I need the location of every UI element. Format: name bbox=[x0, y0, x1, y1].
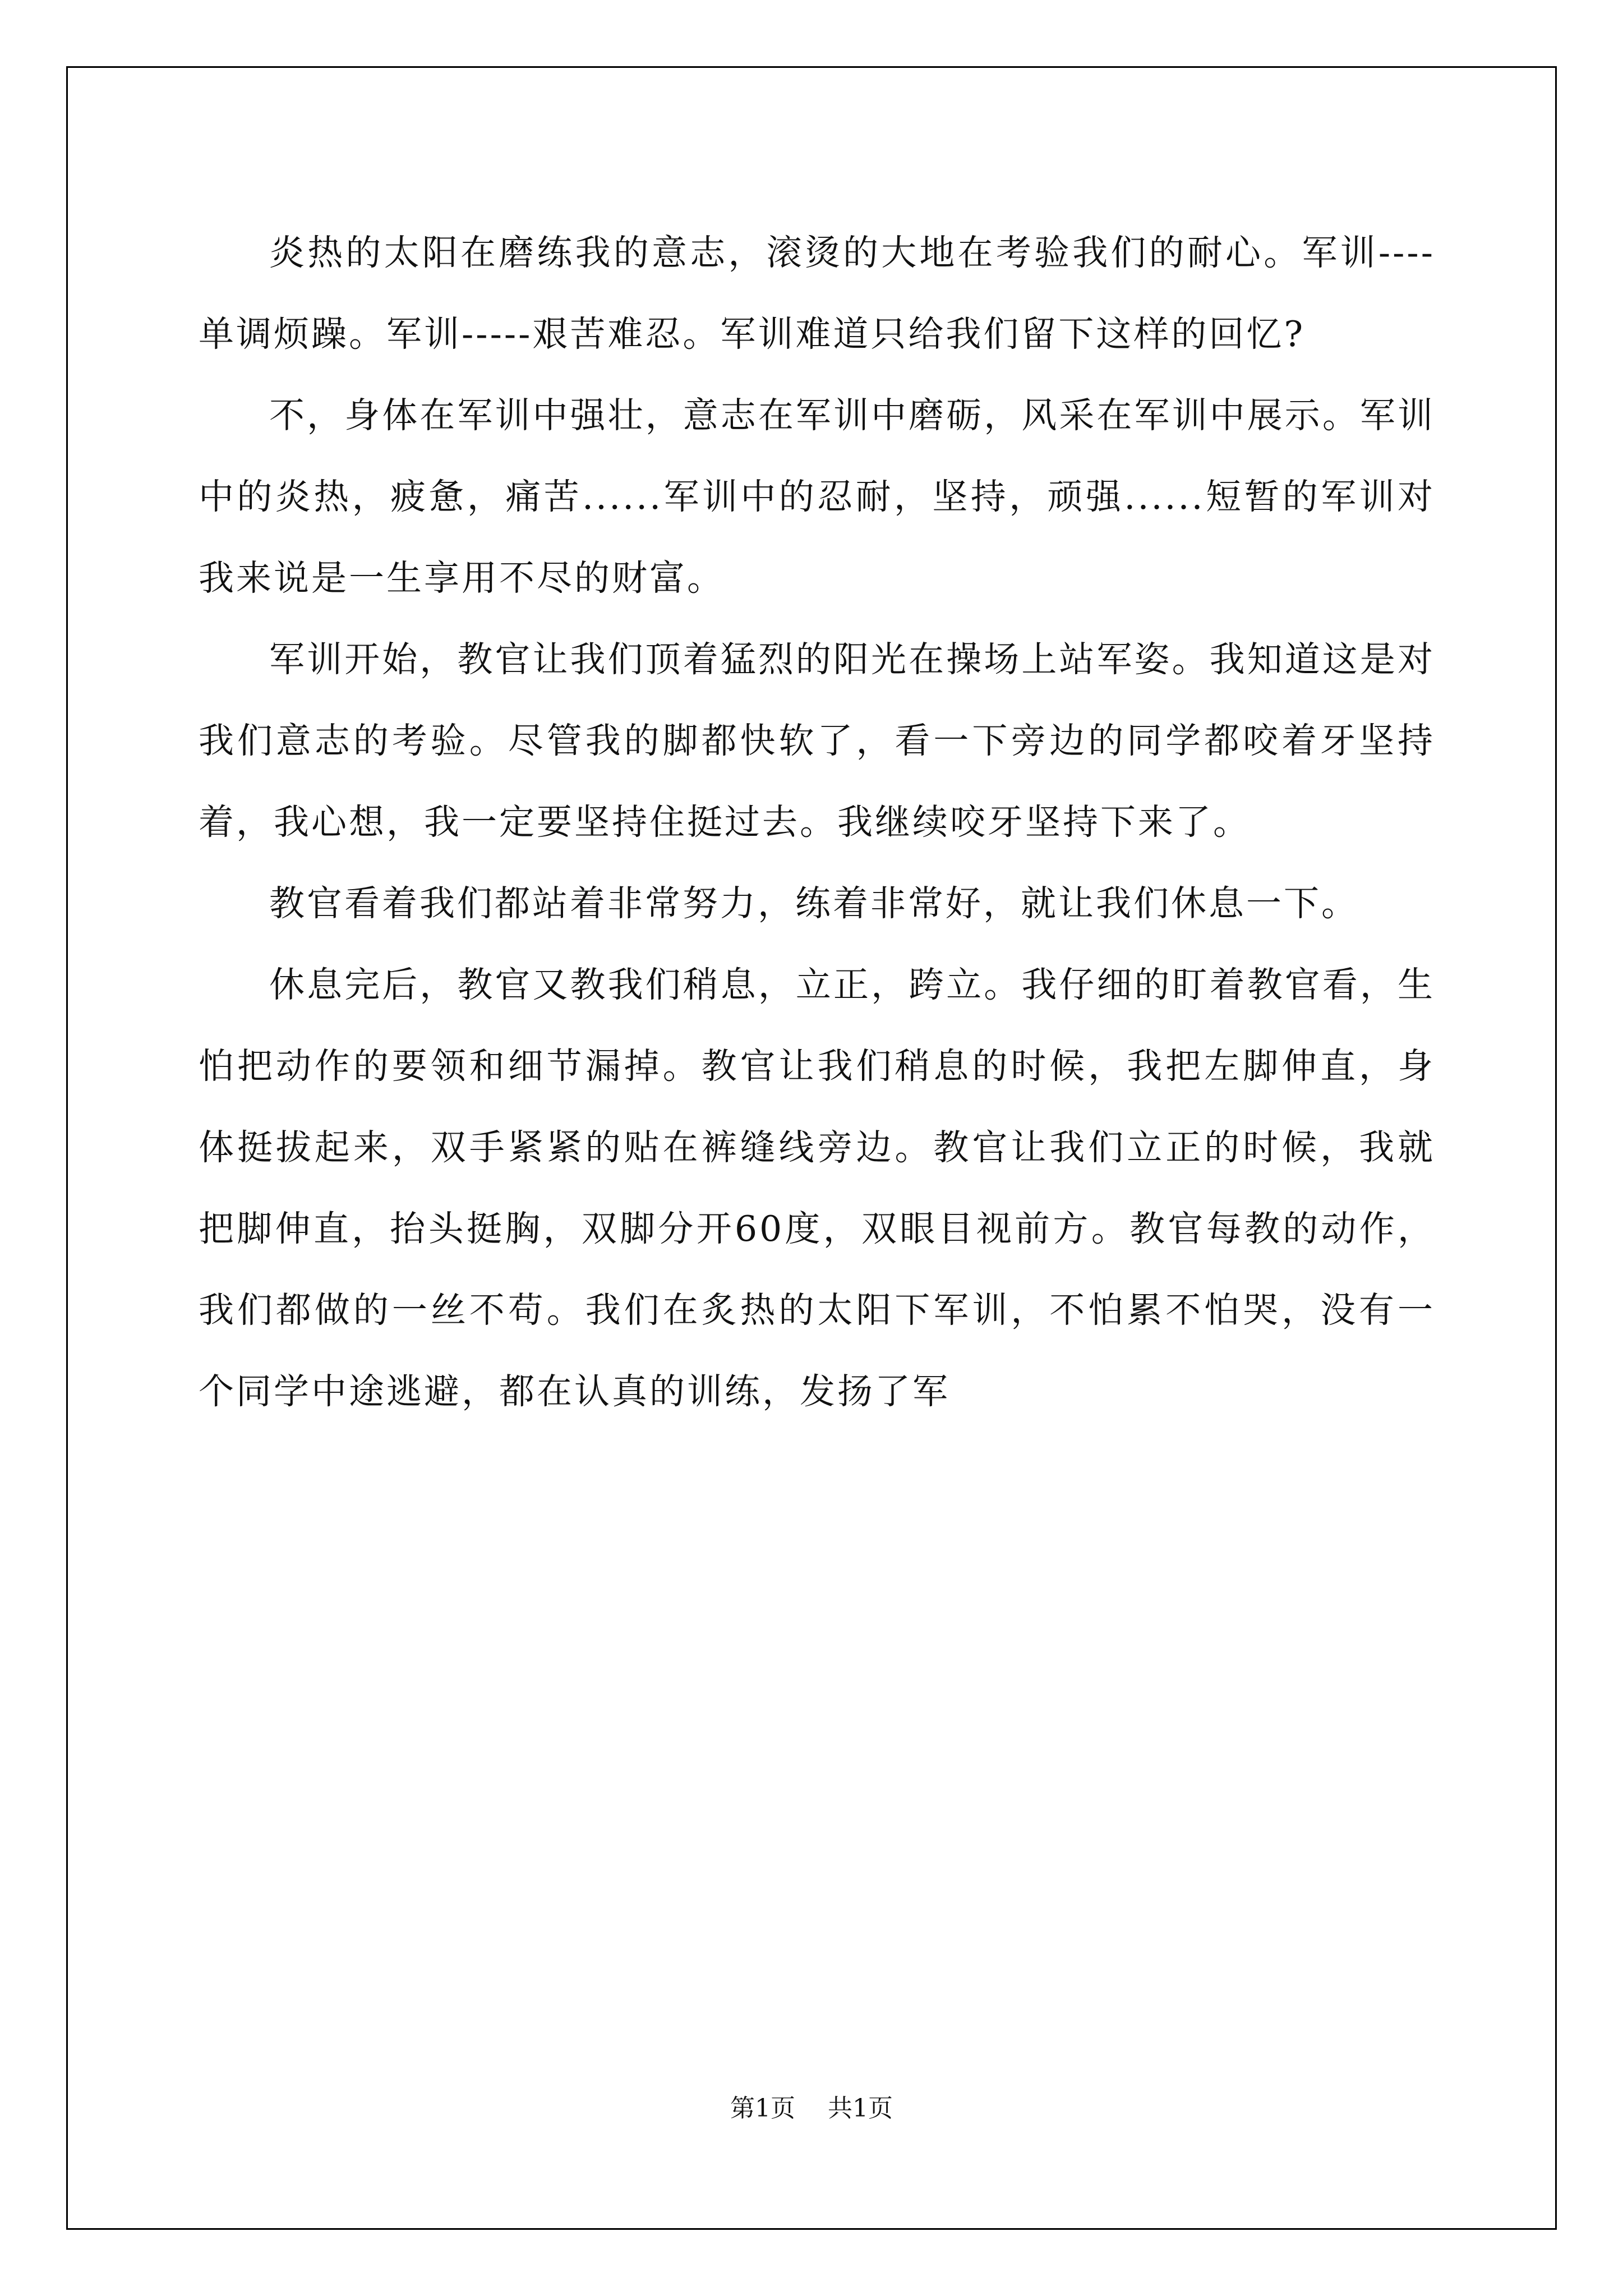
document-body bbox=[199, 212, 1435, 1432]
paragraph-4: 教官看着我们都站着非常努力，练着非常好，就让我们休息一下。 bbox=[269, 883, 1359, 924]
page-number-total: 共1页 bbox=[828, 2094, 893, 2123]
page-footer bbox=[0, 2088, 1623, 2124]
paragraph-5: 休息完后，教官又教我们稍息，立正，跨立。我仔细的盯着教官看，生怕把动作的要领和细节漏掉。教官让我们稍息的时候，我把左脚伸直，身体挺拔起来，双手紧紧的贴在裤缝线旁边。教官让我们立正的时候，我就把脚伸直，抬头挺胸，双脚分开60度，双眼目视前方。教官每教的动作，我们都做的一丝不苟。我们在炙热的太阳下军训，不怕累不怕哭，没有一个同学中途逃避，都在认真的训练，发扬了军 bbox=[199, 964, 1435, 1412]
paragraph-1: 炎热的太阳在磨练我的意志，滚烫的大地在考验我们的耐心。军训----单调烦躁。军训-----艰苦难忍。军训难道只给我们留下这样的回忆? bbox=[199, 232, 1435, 355]
paragraph-3: 军训开始，教官让我们顶着猛烈的阳光在操场上站军姿。我知道这是对我们意志的考验。尽管我的脚都快软了，看一下旁边的同学都咬着牙坚持着，我心想，我一定要坚持住挺过去。我继续咬牙坚持下来了。 bbox=[199, 639, 1435, 843]
paragraph-2: 不，身体在军训中强壮，意志在军训中磨砺，风采在军训中展示。军训中的炎热，疲惫，痛苦......军训中的忍耐，坚持，顽强......短暂的军训对我来说是一生享用不尽的财富。 bbox=[199, 395, 1435, 599]
page-number-current: 第1页 bbox=[730, 2094, 795, 2123]
